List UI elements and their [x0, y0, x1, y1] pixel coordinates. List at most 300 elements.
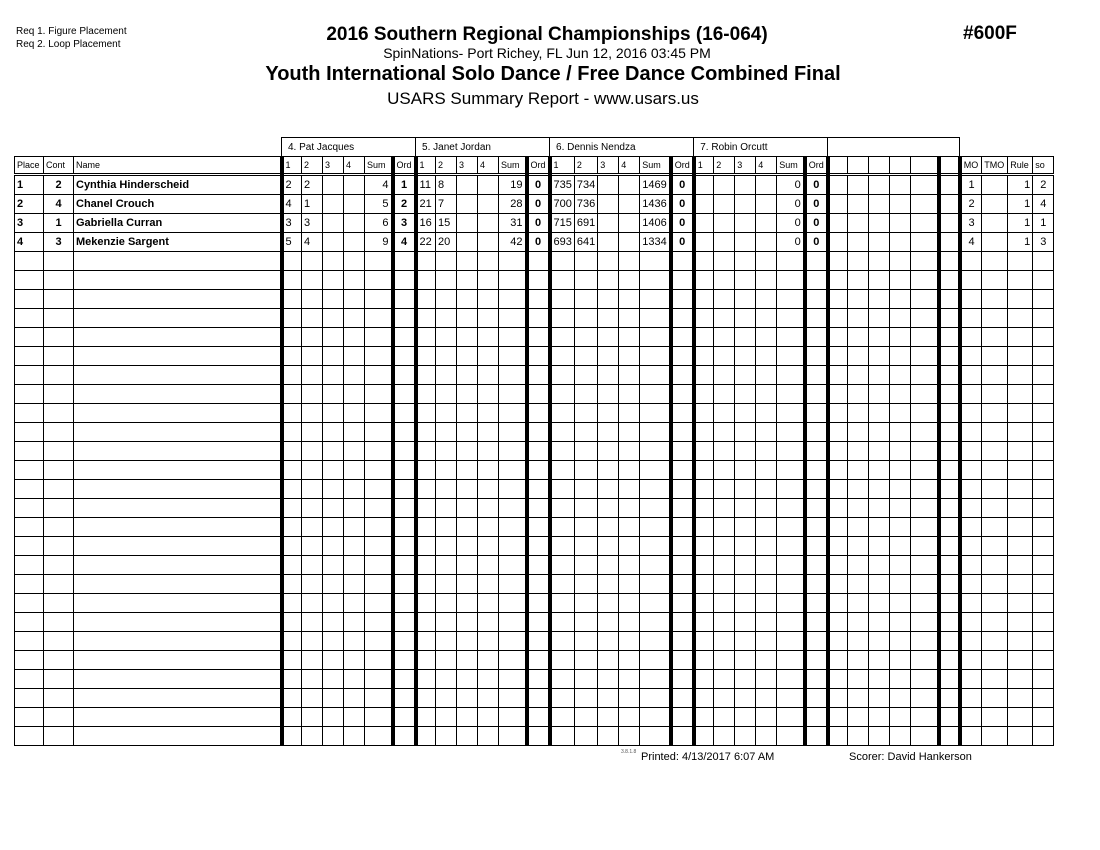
col-so-value	[1033, 404, 1054, 423]
judge-score	[714, 651, 735, 670]
judge-score	[619, 727, 640, 746]
judge-sum: 6	[365, 214, 393, 233]
judge-score	[619, 461, 640, 480]
judge-ordinal	[805, 347, 828, 366]
judge-sum	[499, 271, 527, 290]
judge-score	[828, 613, 848, 632]
place	[15, 689, 44, 708]
place	[15, 347, 44, 366]
judge-ordinal	[527, 309, 550, 328]
judge-score	[694, 214, 714, 233]
judge-score	[619, 689, 640, 708]
judge-ordinal	[939, 385, 960, 404]
judge-ordinal	[939, 309, 960, 328]
judge-score	[436, 385, 457, 404]
judge-score	[598, 423, 619, 442]
judge-ordinal	[805, 271, 828, 290]
judge-score	[828, 290, 848, 309]
table-row	[15, 271, 1054, 290]
judge-ordinal	[805, 670, 828, 689]
judge-ordinal	[393, 651, 416, 670]
judge-score	[574, 613, 597, 632]
judge-score	[598, 404, 619, 423]
col-judge-3-4: Sum	[640, 157, 671, 175]
judge-score	[550, 499, 575, 518]
col-mo-value	[960, 328, 982, 347]
judge-score	[694, 670, 714, 689]
judge-score	[457, 708, 478, 727]
judge-score	[869, 328, 890, 347]
judge-score	[344, 366, 365, 385]
judge-score	[694, 537, 714, 556]
col-judge-3-3: 4	[619, 157, 640, 175]
judge-score	[282, 252, 302, 271]
judge-sum	[365, 423, 393, 442]
judge-score	[890, 556, 911, 575]
judge-score	[869, 708, 890, 727]
judge-sum	[499, 442, 527, 461]
judge-score	[756, 518, 777, 537]
judge-score	[735, 175, 756, 195]
skater-name	[74, 556, 282, 575]
judge-score	[828, 499, 848, 518]
contestant-number	[44, 480, 74, 499]
table-row	[15, 480, 1054, 499]
contestant-number	[44, 594, 74, 613]
judge-score	[869, 214, 890, 233]
judge-score	[457, 613, 478, 632]
judge-score	[416, 347, 436, 366]
judge-ordinal	[671, 727, 694, 746]
judge-score	[714, 328, 735, 347]
judge-score	[598, 575, 619, 594]
judge-score	[457, 727, 478, 746]
judge-score	[714, 556, 735, 575]
judge-score: 693	[550, 233, 575, 252]
judge-score	[457, 233, 478, 252]
col-judge-4-5: Ord	[805, 157, 828, 175]
col-rule-value	[1008, 480, 1033, 499]
judge-ordinal	[939, 518, 960, 537]
judge-score	[282, 556, 302, 575]
judge-score	[756, 537, 777, 556]
judge-sum	[640, 309, 671, 328]
judge-sum: 5	[365, 195, 393, 214]
judge-score	[890, 651, 911, 670]
judge-score	[714, 461, 735, 480]
judge-score	[574, 271, 597, 290]
judge-sum	[499, 252, 527, 271]
judge-ordinal	[393, 518, 416, 537]
judge-sum	[777, 556, 805, 575]
judge-score	[478, 404, 499, 423]
judge-score	[890, 214, 911, 233]
judge-score	[619, 708, 640, 727]
judge-score	[869, 537, 890, 556]
contestant-number	[44, 404, 74, 423]
skater-name	[74, 708, 282, 727]
col-tmo-value	[982, 385, 1008, 404]
judge-score	[694, 575, 714, 594]
judge-score	[574, 594, 597, 613]
judge-score	[890, 233, 911, 252]
judge-score	[756, 708, 777, 727]
judge-ordinal	[393, 404, 416, 423]
judge-score	[714, 594, 735, 613]
judge-score	[416, 423, 436, 442]
judge-score	[869, 175, 890, 195]
judge-score	[598, 366, 619, 385]
column-header-row	[15, 157, 1054, 175]
judge-score	[714, 385, 735, 404]
judge-score	[756, 404, 777, 423]
judge-score	[848, 347, 869, 366]
judge-score	[714, 537, 735, 556]
judge-score: 715	[550, 214, 575, 233]
judge-score	[694, 632, 714, 651]
judge-score	[735, 290, 756, 309]
skater-name	[74, 518, 282, 537]
judge-ordinal	[527, 347, 550, 366]
place	[15, 556, 44, 575]
judge-score	[619, 537, 640, 556]
judge-score	[619, 366, 640, 385]
judge-score	[478, 309, 499, 328]
contestant-number: 4	[44, 195, 74, 214]
skater-name	[74, 651, 282, 670]
judge-ordinal	[805, 537, 828, 556]
judge-score	[714, 708, 735, 727]
judge-sum	[499, 632, 527, 651]
judge-score	[598, 195, 619, 214]
col-rule-value	[1008, 290, 1033, 309]
judge-score: 736	[574, 195, 597, 214]
judge-score	[416, 632, 436, 651]
judge-score	[323, 195, 344, 214]
judge-score	[848, 689, 869, 708]
col-tmo-value	[982, 175, 1008, 195]
judge-score	[574, 708, 597, 727]
report-title: USARS Summary Report - www.usars.us	[387, 89, 699, 108]
judge-ordinal	[527, 385, 550, 404]
place	[15, 518, 44, 537]
col-so-value	[1033, 252, 1054, 271]
judge-score	[416, 442, 436, 461]
judge-score	[714, 518, 735, 537]
judge-sum: 0	[777, 175, 805, 195]
judge-score	[598, 727, 619, 746]
place	[15, 708, 44, 727]
judge-ordinal	[805, 309, 828, 328]
judge-ordinal	[393, 442, 416, 461]
judge-score	[282, 537, 302, 556]
contestant-number	[44, 442, 74, 461]
judge-sum	[365, 480, 393, 499]
judge-sum	[640, 575, 671, 594]
judge-ordinal	[671, 309, 694, 328]
judge-score	[323, 727, 344, 746]
judge-ordinal	[527, 442, 550, 461]
judge-score	[478, 385, 499, 404]
judge-score: 21	[416, 195, 436, 214]
judge-score	[302, 670, 323, 689]
judge-sum	[777, 499, 805, 518]
judge-sum: 1469	[640, 175, 671, 195]
judge-sum	[911, 175, 939, 195]
judge-score	[323, 423, 344, 442]
judge-score	[848, 727, 869, 746]
col-judge-1-0: 1	[282, 157, 302, 175]
judge-score	[478, 328, 499, 347]
judge-score	[416, 271, 436, 290]
judge-score	[714, 442, 735, 461]
col-judge-1-2: 3	[323, 157, 344, 175]
judge-score	[714, 613, 735, 632]
judge-ordinal	[939, 233, 960, 252]
col-mo-value	[960, 423, 982, 442]
judge-score	[344, 727, 365, 746]
col-mo-value: 1	[960, 175, 982, 195]
judge-ordinal	[527, 271, 550, 290]
judge-score	[478, 689, 499, 708]
contestant-number	[44, 670, 74, 689]
judge-score	[550, 385, 575, 404]
judge-sum	[777, 708, 805, 727]
col-judge-5-1	[848, 157, 869, 175]
place	[15, 594, 44, 613]
judge-ordinal: 0	[527, 175, 550, 195]
judge-sum	[499, 499, 527, 518]
judge-score	[416, 727, 436, 746]
judge-ordinal: 3	[393, 214, 416, 233]
judge-sum	[777, 651, 805, 670]
judge-score	[574, 309, 597, 328]
judge-score	[344, 214, 365, 233]
col-mo-value	[960, 727, 982, 746]
judge-score	[619, 385, 640, 404]
judge-sum	[499, 309, 527, 328]
judge-ordinal	[805, 461, 828, 480]
judge-ordinal	[527, 727, 550, 746]
judge-ordinal	[527, 613, 550, 632]
judge-score	[848, 328, 869, 347]
place	[15, 309, 44, 328]
col-rule-value	[1008, 328, 1033, 347]
judge-score	[282, 594, 302, 613]
col-judge-4-4: Sum	[777, 157, 805, 175]
judge-sum	[640, 385, 671, 404]
judge-score	[869, 594, 890, 613]
judge-score	[756, 328, 777, 347]
judge-sum	[640, 290, 671, 309]
skater-name	[74, 613, 282, 632]
judge-score	[694, 556, 714, 575]
col-mo-value	[960, 575, 982, 594]
judge-score	[735, 461, 756, 480]
judge-ordinal	[393, 670, 416, 689]
judge-sum	[365, 290, 393, 309]
judge-score	[436, 708, 457, 727]
judge-score	[457, 518, 478, 537]
col-judge-5-3	[890, 157, 911, 175]
judge-sum	[777, 518, 805, 537]
judge-score	[714, 271, 735, 290]
judge-score	[756, 632, 777, 651]
judge-ordinal: 0	[805, 214, 828, 233]
judge-score	[478, 708, 499, 727]
skater-name	[74, 632, 282, 651]
judge-score	[344, 328, 365, 347]
judge-ordinal	[393, 366, 416, 385]
contestant-number	[44, 290, 74, 309]
judge-ordinal	[671, 385, 694, 404]
judge-score	[282, 651, 302, 670]
judge-score	[478, 347, 499, 366]
judge-score	[436, 689, 457, 708]
judge-score	[756, 290, 777, 309]
judge-score	[756, 651, 777, 670]
col-so-value	[1033, 708, 1054, 727]
judge-score	[714, 252, 735, 271]
judge-sum	[499, 290, 527, 309]
judge-score	[323, 651, 344, 670]
judge-sum	[911, 214, 939, 233]
judge-score	[848, 613, 869, 632]
judge-score	[869, 385, 890, 404]
judge-score	[282, 670, 302, 689]
judge-sum	[911, 613, 939, 632]
judge-score	[302, 575, 323, 594]
contestant-number	[44, 423, 74, 442]
judge-ordinal: 0	[671, 233, 694, 252]
judge-ordinal	[805, 632, 828, 651]
table-row	[15, 309, 1054, 328]
table-row	[15, 175, 1054, 195]
judge-score	[848, 195, 869, 214]
judge-score: 1	[302, 195, 323, 214]
judge-score	[457, 575, 478, 594]
judge-score	[457, 651, 478, 670]
judge-name	[828, 138, 960, 157]
col-tmo-value	[982, 233, 1008, 252]
judge-sum: 4	[365, 175, 393, 195]
judge-score	[344, 537, 365, 556]
judge-score	[302, 651, 323, 670]
judge-score	[323, 480, 344, 499]
judge-score	[302, 271, 323, 290]
judge-score	[302, 499, 323, 518]
judge-sum	[911, 670, 939, 689]
judge-score	[436, 423, 457, 442]
judge-score	[574, 442, 597, 461]
judge-score	[282, 309, 302, 328]
judge-score	[436, 252, 457, 271]
judge-score	[694, 499, 714, 518]
judge-score	[478, 594, 499, 613]
judge-sum	[499, 366, 527, 385]
judge-sum	[499, 461, 527, 480]
judge-score	[619, 195, 640, 214]
col-mo-value: 3	[960, 214, 982, 233]
judge-sum	[777, 461, 805, 480]
judge-score	[323, 442, 344, 461]
judge-score	[344, 233, 365, 252]
judge-score	[416, 670, 436, 689]
place	[15, 404, 44, 423]
skater-name	[74, 461, 282, 480]
judge-score	[416, 689, 436, 708]
judge-score	[869, 556, 890, 575]
judge-score	[828, 252, 848, 271]
skater-name	[74, 366, 282, 385]
judge-sum	[911, 366, 939, 385]
judge-score	[302, 632, 323, 651]
col-mo-value	[960, 290, 982, 309]
skater-name	[74, 290, 282, 309]
judge-ordinal	[939, 613, 960, 632]
judge-ordinal	[671, 594, 694, 613]
col-tmo-value	[982, 442, 1008, 461]
judge-score	[282, 423, 302, 442]
contestant-number	[44, 689, 74, 708]
judge-score	[848, 442, 869, 461]
judge-score: 3	[302, 214, 323, 233]
table-row	[15, 252, 1054, 271]
col-rule-value	[1008, 404, 1033, 423]
skater-name	[74, 480, 282, 499]
judge-sum	[911, 404, 939, 423]
judge-score	[478, 214, 499, 233]
col-mo-value	[960, 271, 982, 290]
judge-score: 16	[416, 214, 436, 233]
judge-name: 5. Janet Jordan	[416, 138, 550, 157]
col-tmo-value	[982, 632, 1008, 651]
judge-ordinal	[805, 385, 828, 404]
col-rule-value	[1008, 537, 1033, 556]
col-tmo-value	[982, 651, 1008, 670]
judge-score	[828, 195, 848, 214]
judge-sum: 28	[499, 195, 527, 214]
judge-ordinal	[393, 537, 416, 556]
judge-score	[323, 233, 344, 252]
contestant-number	[44, 727, 74, 746]
judge-score	[828, 347, 848, 366]
judge-score	[550, 461, 575, 480]
col-place: Place	[15, 157, 44, 175]
judge-score	[756, 670, 777, 689]
judge-score	[323, 290, 344, 309]
judge-score	[828, 727, 848, 746]
judge-sum: 9	[365, 233, 393, 252]
skater-name	[74, 385, 282, 404]
judge-ordinal	[393, 347, 416, 366]
judge-score	[302, 252, 323, 271]
judge-ordinal	[393, 423, 416, 442]
col-mo-value: 2	[960, 195, 982, 214]
judge-ordinal	[939, 404, 960, 423]
judge-score	[869, 290, 890, 309]
judge-ordinal	[671, 347, 694, 366]
judge-score	[478, 575, 499, 594]
judge-ordinal	[527, 499, 550, 518]
judge-score	[756, 175, 777, 195]
judge-score	[869, 309, 890, 328]
judge-score	[694, 252, 714, 271]
judge-score	[416, 537, 436, 556]
judge-score	[323, 537, 344, 556]
table-row	[15, 404, 1054, 423]
judge-score	[756, 195, 777, 214]
